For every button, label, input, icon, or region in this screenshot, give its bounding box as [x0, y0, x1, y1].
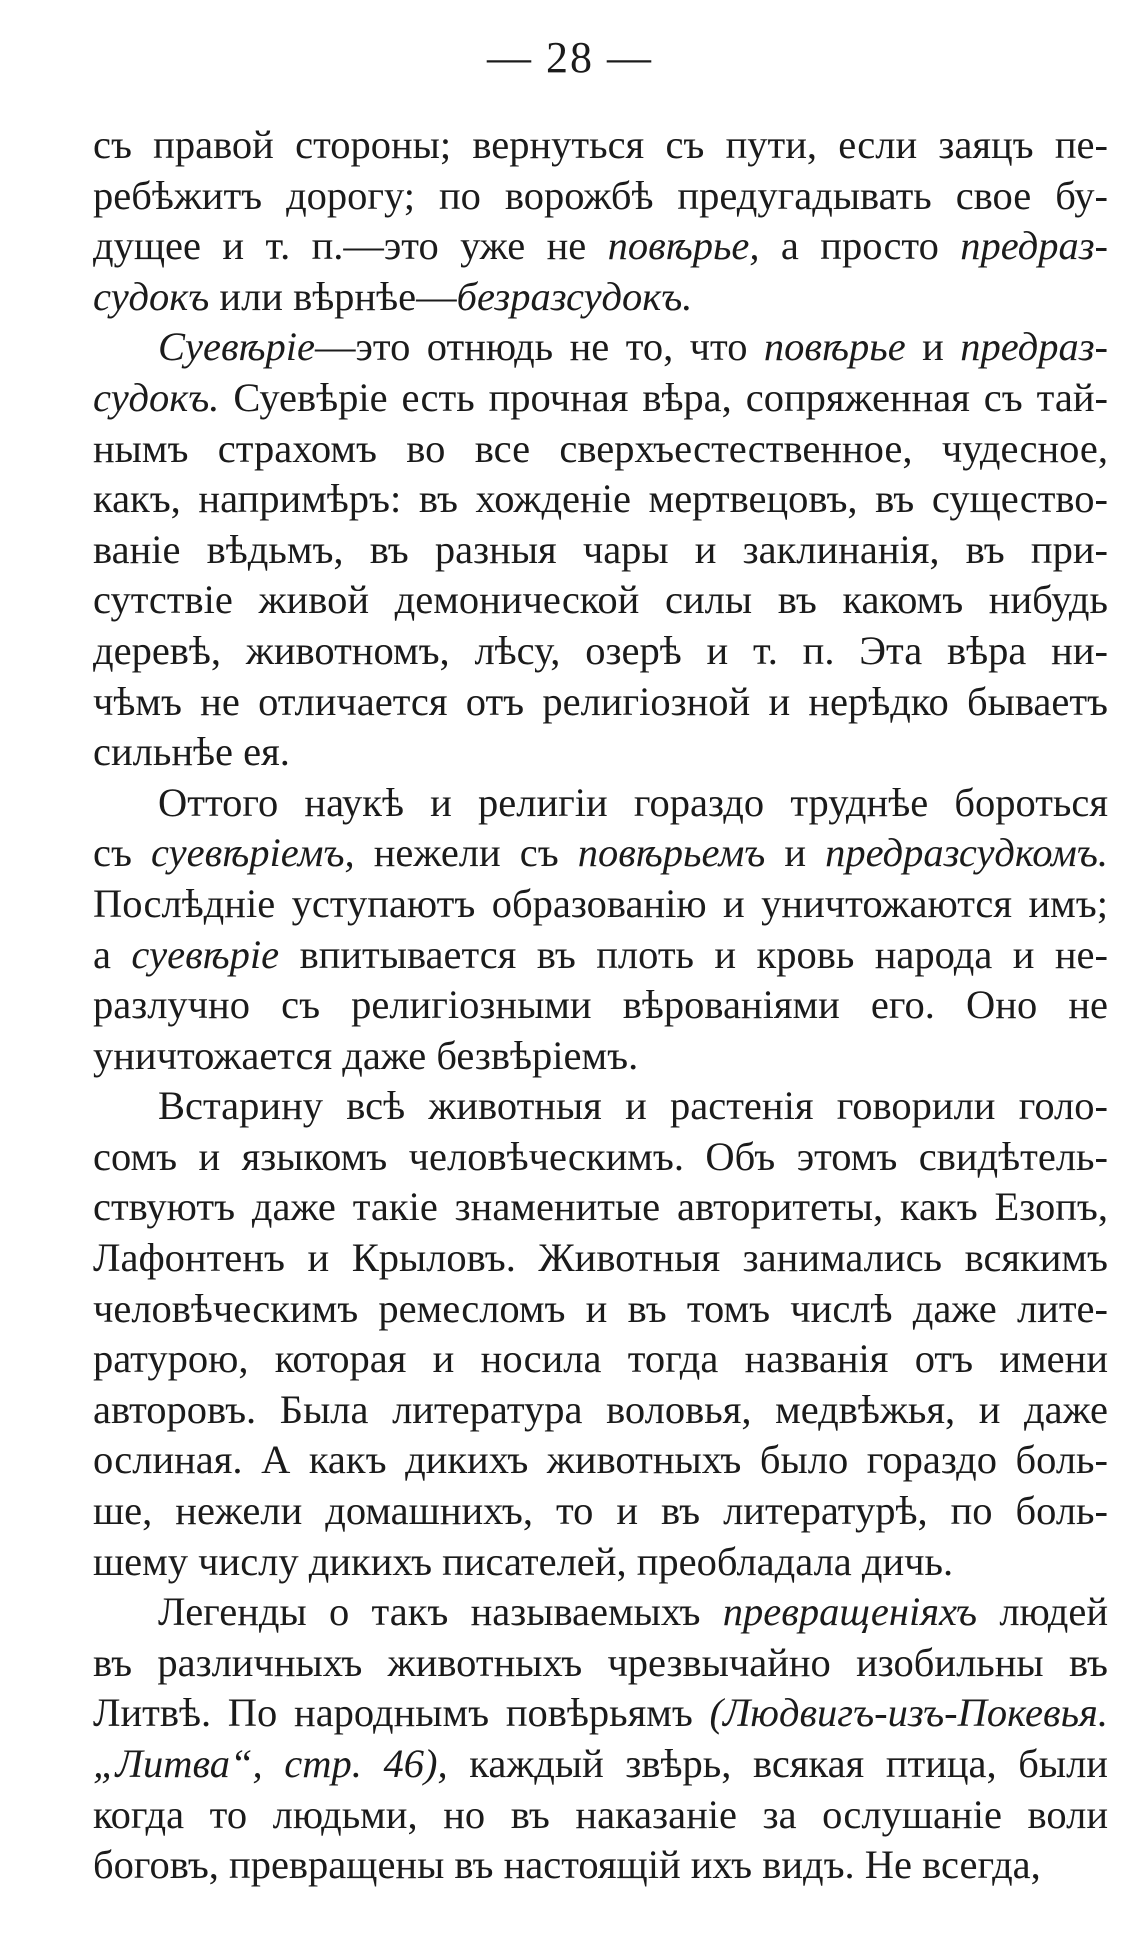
text-line: [93, 828, 1108, 879]
text-run: деревѣ, животномъ, лѣсу, озерѣ и т. п. Эта вѣра ни-: [93, 627, 1108, 673]
italic-run: Суевѣріе: [158, 324, 316, 370]
text-line: [93, 1031, 1108, 1082]
text-line: [93, 626, 1108, 677]
text-run: каждый звѣрь, всякая птица, были: [447, 1741, 1108, 1786]
italic-run: предраз-: [960, 324, 1108, 370]
text-line: [93, 778, 1108, 829]
text-run: уничтожается даже безвѣріемъ.: [93, 1032, 639, 1078]
text-line: [93, 1688, 1108, 1739]
text-line: [93, 1790, 1108, 1841]
text-run: ваніе вѣдьмъ, въ разныя чары и заклинанія, въ при-: [93, 526, 1108, 572]
text-line: [93, 1233, 1108, 1284]
italic-run: судокъ.: [93, 374, 220, 420]
text-line: [93, 930, 1108, 981]
italic-run: суевѣріе: [131, 931, 280, 977]
text-run: сомъ и языкомъ человѣческимъ. Объ этомъ свидѣтель-: [93, 1133, 1108, 1179]
text-line: [93, 1334, 1108, 1385]
text-line: [93, 1182, 1108, 1233]
text-run: какъ, напримѣръ: въ хожденіе мертвецовъ, въ существо-: [93, 476, 1108, 522]
text-line: [93, 474, 1108, 525]
text-line: [93, 120, 1108, 171]
text-line: [93, 1081, 1108, 1132]
italic-run: повѣрье: [763, 324, 906, 370]
text-run: Оттого наукѣ и религіи гораздо труднѣе бороться: [158, 779, 1108, 825]
text-line: [93, 272, 1108, 323]
paragraph: [93, 120, 1108, 322]
text-run: а: [93, 931, 132, 977]
text-run: Суевѣріе есть прочная вѣра, сопряженная съ тай-: [219, 374, 1108, 420]
text-run: Встарину всѣ животныя и растенія говорили голо-: [158, 1083, 1108, 1129]
text-run: а просто: [759, 223, 961, 269]
text-run: авторовъ. Была литература воловья, медвѣжья, и даже: [93, 1386, 1108, 1432]
text-run: нымъ страхомъ во все сверхъестественное, чудесное,: [93, 425, 1108, 471]
text-run: съ правой стороны; вернуться съ пути, если заяцъ пе-: [93, 122, 1108, 167]
paragraph: [93, 778, 1108, 1082]
text-line: [93, 1385, 1108, 1436]
text-run: сильнѣе ея.: [93, 729, 290, 775]
text-line: [93, 980, 1108, 1031]
text-line: [93, 424, 1108, 475]
text-line: [93, 1435, 1108, 1486]
text-run: съ: [93, 830, 151, 876]
text-line: [93, 1587, 1108, 1638]
paragraph: [93, 1081, 1108, 1587]
text-run: Послѣдніе уступаютъ образованію и уничтожаются имъ;: [93, 880, 1108, 926]
italic-run: предраз-: [960, 223, 1108, 269]
text-run: когда то людьми, но въ наказаніе за ослушаніе воли: [93, 1791, 1108, 1837]
italic-run: суевѣріемъ,: [150, 830, 355, 876]
text-run: и: [765, 830, 826, 876]
page-number: — 28 —: [487, 33, 653, 82]
text-run: Литвѣ. По народнымъ повѣрьямъ: [93, 1690, 710, 1736]
text-run: и: [905, 324, 961, 370]
text-line: [93, 373, 1108, 424]
text-run: ше, нежели домашнихъ, то и въ литературѣ, по боль-: [93, 1488, 1108, 1534]
text-run: разлучно съ религіозными вѣрованіями его. Оно не: [93, 982, 1108, 1028]
italic-run: судокъ: [93, 273, 210, 319]
italic-run: „Литва“, стр. 46),: [93, 1741, 448, 1786]
text-line: [93, 879, 1108, 930]
text-line: [93, 1284, 1108, 1335]
text-line: [93, 1132, 1108, 1183]
text-run: или вѣрнѣе—: [209, 273, 457, 319]
italic-run: повѣрье,: [607, 223, 760, 269]
text-run: людей: [977, 1589, 1108, 1635]
text-line: [93, 1840, 1108, 1891]
italic-run: предразсудкомъ.: [825, 830, 1108, 876]
text-run: боговъ, превращены въ настоящій ихъ видъ. Не всегда,: [93, 1842, 1041, 1888]
text-run: ствуютъ даже такіе знаменитые авторитеты, какъ Езопъ,: [93, 1184, 1108, 1230]
text-run: дущее и т. п.—это уже не: [93, 223, 608, 269]
paragraph: [93, 322, 1108, 777]
text-run: чѣмъ не отличается отъ религіозной и нерѣдко бываетъ: [93, 678, 1108, 724]
text-line: [93, 727, 1108, 778]
text-run: впитывается въ плоть и кровь народа и не-: [279, 931, 1108, 977]
text-line: [93, 1486, 1108, 1537]
text-line: [93, 171, 1108, 222]
text-line: [93, 1537, 1108, 1588]
text-run: ребѣжитъ дорогу; по ворожбѣ предугадывать свое бу-: [93, 172, 1108, 218]
text-run: шему числу дикихъ писателей, преобладала дичь.: [93, 1538, 954, 1584]
text-run: Легенды о такъ называемыхъ: [158, 1589, 723, 1635]
italic-run: превращеніяхъ: [722, 1589, 978, 1635]
text-run: ратурою, которая и носила тогда названія отъ имени: [93, 1336, 1108, 1382]
text-run: ослиная. А какъ дикихъ животныхъ было гораздо боль-: [93, 1437, 1108, 1483]
paragraph: [93, 1587, 1108, 1891]
text-run: Лафонтенъ и Крыловъ. Животныя занимались всякимъ: [93, 1235, 1108, 1281]
text-line: [93, 1739, 1108, 1790]
text-line: [93, 221, 1108, 272]
italic-run: повѣрьемъ: [577, 830, 766, 876]
text-run: —это отнюдь не то, что: [315, 324, 764, 370]
text-line: [93, 575, 1108, 626]
italic-run: (Людвигъ-изъ-Покевья.: [709, 1690, 1108, 1736]
text-line: [93, 322, 1108, 373]
text-line: [93, 525, 1108, 576]
text-run: человѣческимъ ремесломъ и въ томъ числѣ даже лите-: [93, 1285, 1108, 1331]
text-line: [93, 1638, 1108, 1689]
text-line: [93, 677, 1108, 728]
text-run: сутствіе живой демонической силы въ какомъ нибудь: [93, 577, 1108, 623]
text-run: въ различныхъ животныхъ чрезвычайно изобильны въ: [93, 1639, 1108, 1685]
italic-run: безразсудокъ.: [456, 273, 693, 319]
body-text: [93, 120, 1108, 1891]
text-run: нежели съ: [354, 830, 578, 876]
